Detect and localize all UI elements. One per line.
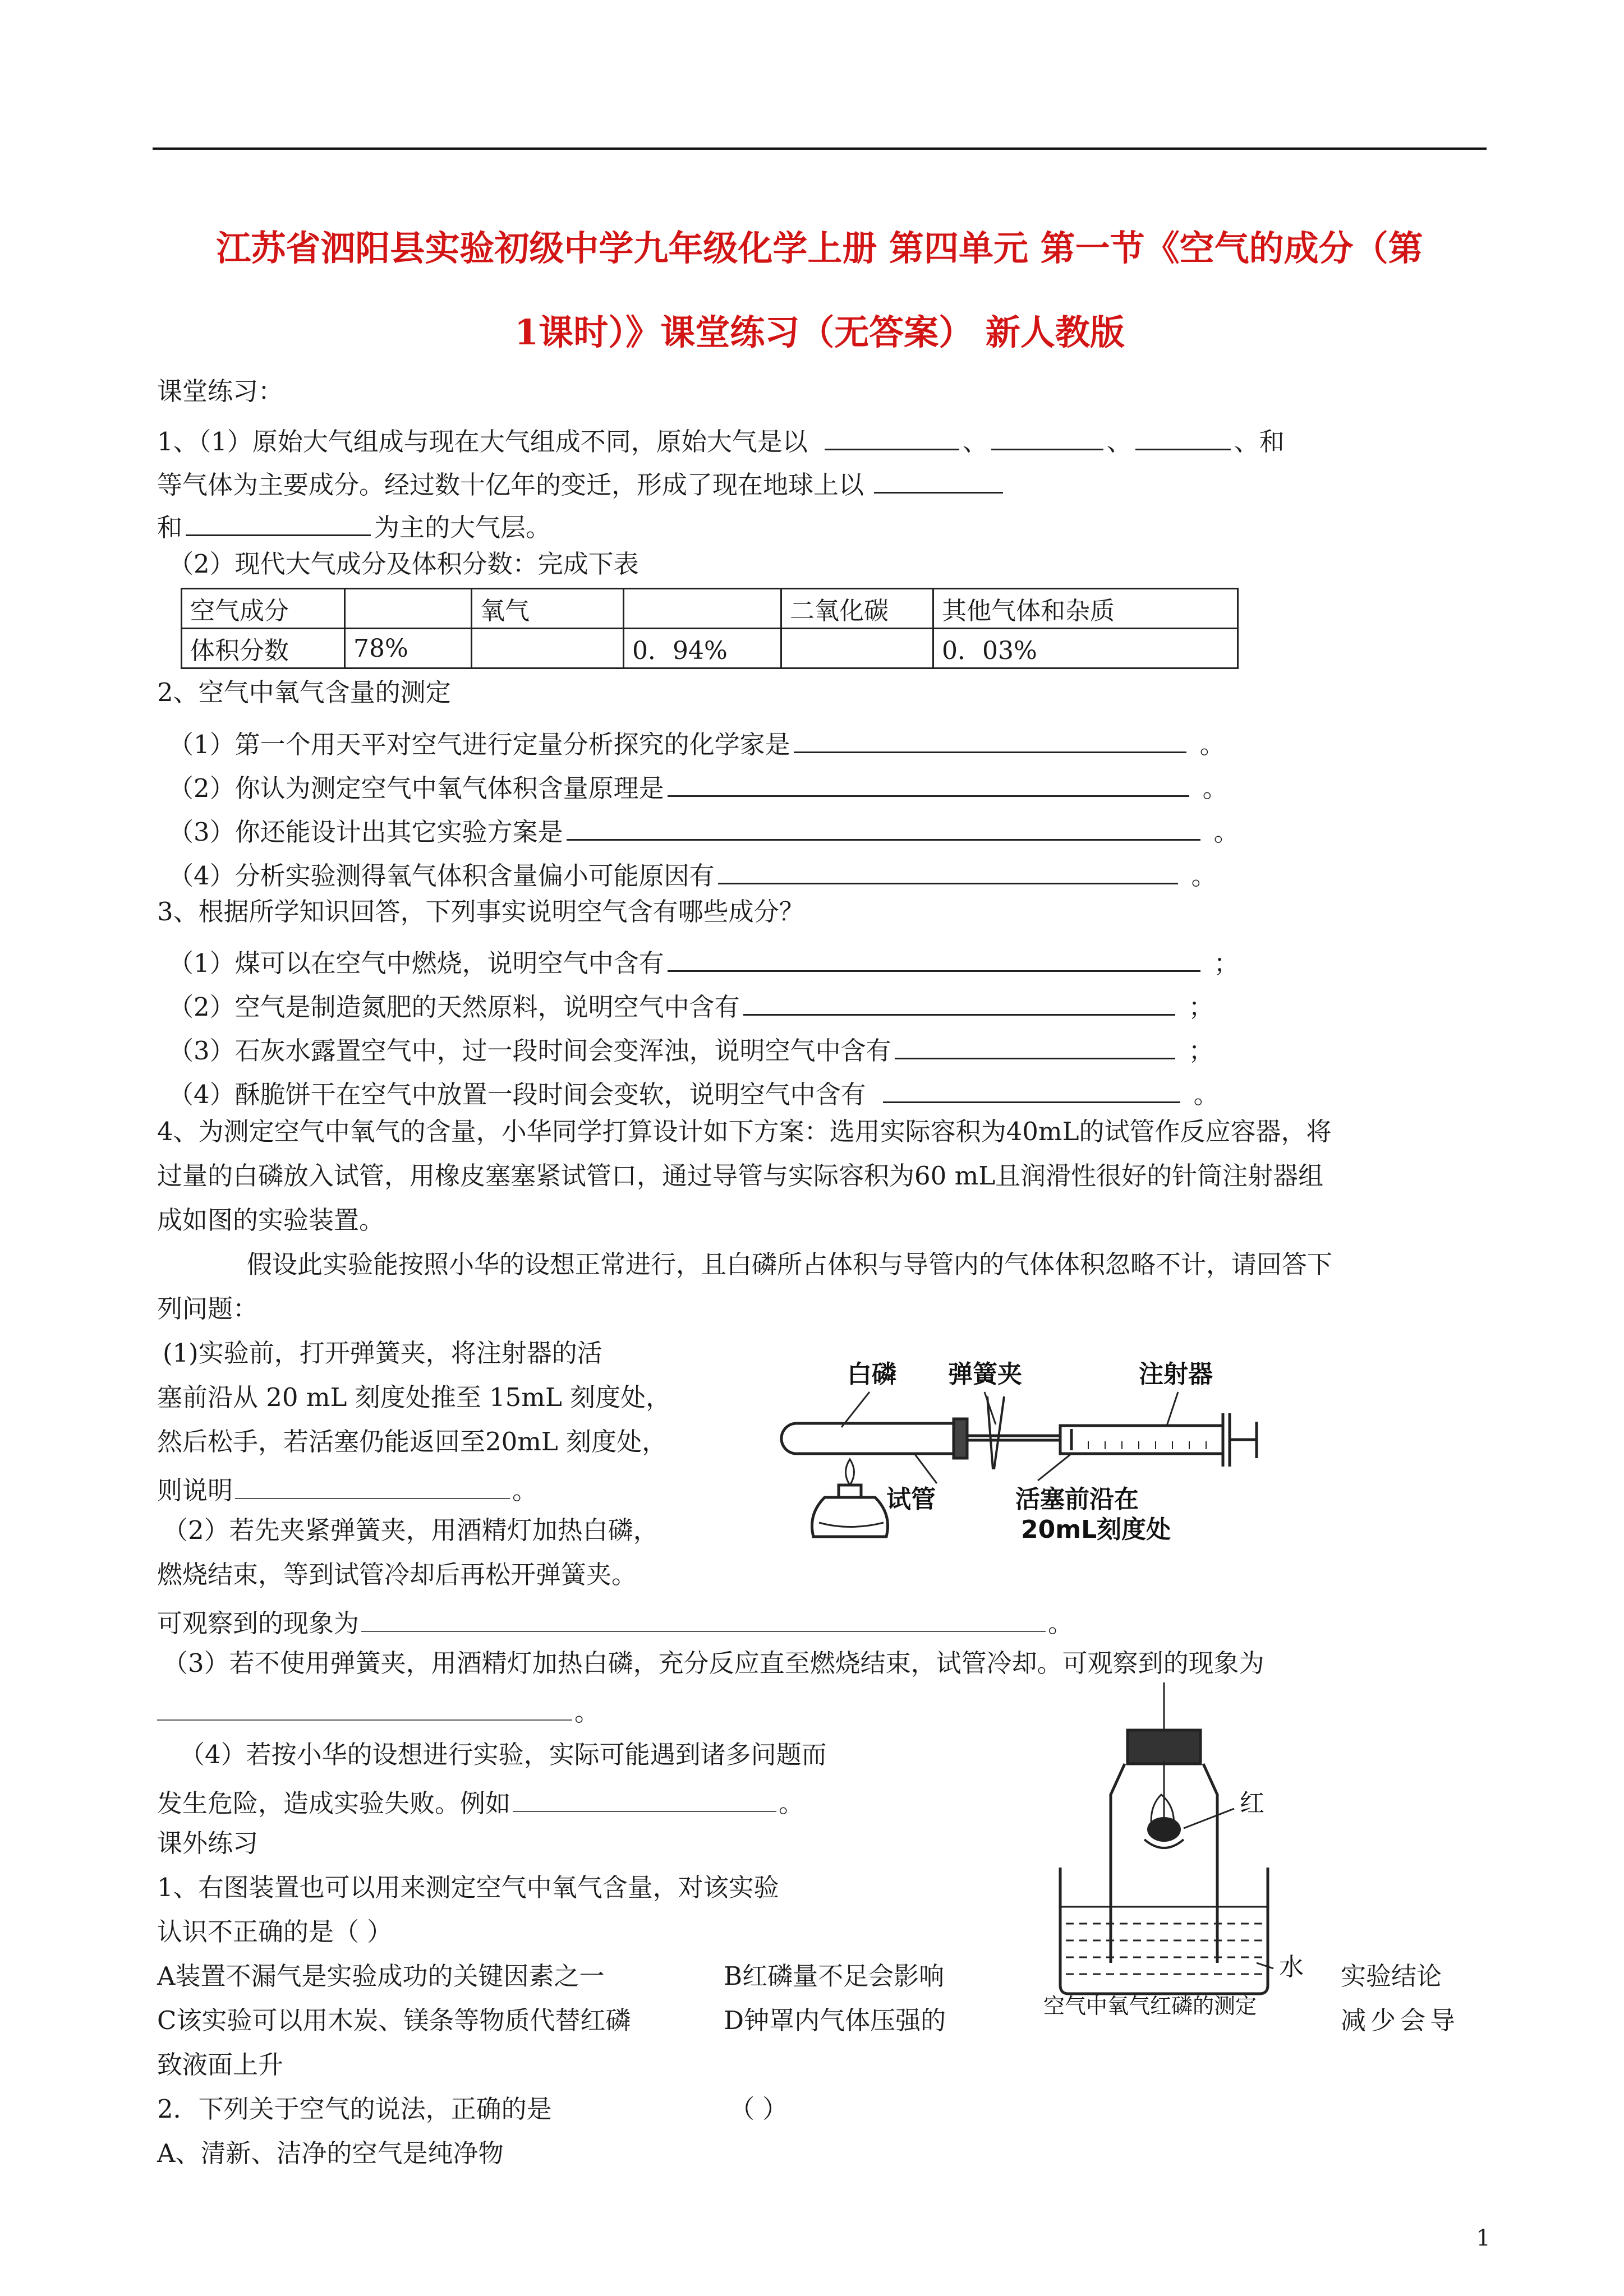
e1-option-a: A装置不漏气是实验成功的关键因素之一 <box>157 1961 605 1991</box>
q4-sub-4a: （4）若按小华的设想进行实验，实际可能遇到诸多问题而 <box>180 1740 827 1769</box>
q3-item-4: （4）酥脆饼干在空气中放置一段时间会变软，说明空气中含有 。 <box>168 1075 1219 1107</box>
table-cell: 氧气 <box>472 589 624 629</box>
q4-sub-2b: 燃烧结束，等到试管冷却后再松开弹簧夹。 <box>157 1560 637 1589</box>
label-red: 红 <box>1240 1789 1264 1818</box>
e1-option-d: D钟罩内气体压强的 <box>724 2005 946 2035</box>
table-cell[interactable] <box>345 589 472 629</box>
e2-option-a: A、清新、洁净的空气是纯净物 <box>157 2138 504 2168</box>
q4-sub-1a: (1)实验前，打开弹簧夹，将注射器的活 <box>163 1338 602 1368</box>
e1-line-1: 1、右图装置也可以用来测定空气中氧气含量，对该实验 <box>157 1873 779 1902</box>
blank[interactable] <box>235 1473 510 1499</box>
blank[interactable] <box>874 465 1003 494</box>
q4-sub-4b: 发生危险，造成实验失败。例如 。 <box>157 1786 804 1816</box>
bell-jar-figure <box>1043 1682 1335 2019</box>
e1-line-2: 认识不正确的是（ ） <box>157 1917 393 1947</box>
q1-line-3: 和 为主的大气层。 <box>157 508 551 540</box>
label-piston-1: 活塞前沿在 <box>1015 1485 1139 1514</box>
blank[interactable] <box>668 943 1200 972</box>
blank[interactable] <box>186 508 371 536</box>
blank[interactable] <box>513 1786 776 1812</box>
blank[interactable] <box>794 725 1186 753</box>
table-row <box>182 629 1238 668</box>
q4-sub-2a: （2）若先夹紧弹簧夹，用酒精灯加热白磷， <box>163 1515 659 1545</box>
section-heading-extra: 课外练习 <box>157 1828 259 1858</box>
figure-caption: 空气中氧气红磷的测定 <box>1043 1994 1257 2018</box>
q2-item-3: （3）你还能设计出其它实验方案是 。 <box>168 812 1239 845</box>
q4-sub-2c: 可观察到的现象为 。 <box>157 1606 1073 1636</box>
q4-line-4: 假设此实验能按照小华的设想正常进行，且白磷所占体积与导管内的气体体积忽略不计，请回答下 <box>247 1250 1333 1279</box>
q4-sub-1b: 塞前沿从 20 mL 刻度处推至 15mL 刻度处， <box>157 1382 671 1412</box>
table-cell: 空气成分 <box>182 589 345 629</box>
header-rule <box>153 147 1487 150</box>
table-cell <box>624 589 781 629</box>
blank[interactable] <box>567 812 1200 841</box>
q2-item-4: （4）分析实验测得氧气体积含量偏小可能原因有 。 <box>168 856 1217 888</box>
q3-item-3: （3）石灰水露置空气中，过一段时间会变浑浊，说明空气中含有 ； <box>168 1031 1214 1063</box>
title-line-2: 1课时）》课堂练习（无答案） 新人教版 <box>514 312 1125 353</box>
blank[interactable] <box>825 422 959 450</box>
q4-sub-3b: 。 <box>157 1695 600 1725</box>
e2-answer-paren: （ ） <box>729 2094 788 2124</box>
table-cell: 0．94% <box>624 629 781 668</box>
blank[interactable] <box>991 422 1103 450</box>
blank[interactable] <box>743 987 1175 1016</box>
label-bailin: 白磷 <box>847 1360 896 1389</box>
q4-sub-1d: 则说明 。 <box>157 1473 537 1503</box>
title-line-1: 江苏省泗阳县实验初级中学九年级化学上册 第四单元 第一节《空气的成分（第 <box>216 228 1423 269</box>
blank[interactable] <box>718 856 1178 884</box>
e1-line-5: 致液面上升 <box>157 2050 284 2080</box>
air-composition-table <box>181 588 1239 669</box>
table-cell[interactable] <box>472 629 624 668</box>
table-cell: 78% <box>345 629 472 668</box>
q4-line-3: 成如图的实验装置。 <box>157 1205 385 1235</box>
q3-heading: 3、根据所学知识回答，下列事实说明空气含有哪些成分？ <box>157 897 804 926</box>
q1-line-2: 等气体为主要成分。经过数十亿年的变迁，形成了现在地球上以 <box>157 465 1006 497</box>
label-test-tube: 试管 <box>886 1485 936 1514</box>
table-row <box>182 589 1238 629</box>
q4-line-2: 过量的白磷放入试管，用橡皮塞塞紧试管口，通过导管与实际容积为60 mL且润滑性很好的针筒注射器组 <box>157 1161 1324 1191</box>
table-cell[interactable] <box>781 629 933 668</box>
q3-item-2: （2）空气是制造氮肥的天然原料，说明空气中含有 ； <box>168 987 1214 1020</box>
q4-sub-1c: 然后松手，若活塞仍能返回至20mL 刻度处， <box>157 1427 668 1456</box>
q2-item-2: （2）你认为测定空气中氧气体积含量原理是 。 <box>168 768 1228 801</box>
table-cell: 体积分数 <box>182 629 345 668</box>
label-spring-clip: 弹簧夹 <box>948 1360 1022 1389</box>
q4-line-1: 4、为测定空气中氧气的含量，小华同学打算设计如下方案：选用实际容积为40mL的试管作反应容器，将 <box>157 1117 1332 1146</box>
page-number: 1 <box>1476 2225 1490 2251</box>
e2-question: 2．下列关于空气的说法，正确的是 <box>157 2094 552 2124</box>
e1-option-c: C该实验可以用木炭、镁条等物质代替红磷 <box>157 2005 631 2035</box>
blank[interactable] <box>668 768 1189 797</box>
label-piston-2: 20mL刻度处 <box>1021 1515 1171 1544</box>
label-syringe: 注射器 <box>1139 1360 1213 1389</box>
blank[interactable] <box>1135 422 1231 450</box>
q4-line-5: 列问题： <box>157 1294 259 1324</box>
e1-option-b: B红磷量不足会影响 <box>724 1961 945 1991</box>
table-cell: 二氧化碳 <box>781 589 933 629</box>
q3-item-1: （1）煤可以在空气中燃烧，说明空气中含有 ； <box>168 943 1239 976</box>
e1-tail-2: 减少会导 <box>1341 2005 1460 2035</box>
q2-item-1: （1）第一个用天平对空气进行定量分析探究的化学家是 。 <box>168 725 1225 757</box>
label-water: 水 <box>1279 1953 1304 1981</box>
table-cell: 0．03% <box>933 629 1238 668</box>
blank[interactable] <box>895 1031 1175 1059</box>
q1-sub-2: （2）现代大气成分及体积分数：完成下表 <box>168 549 639 579</box>
blank[interactable] <box>157 1695 572 1721</box>
blank[interactable] <box>361 1606 1046 1632</box>
q2-heading: 2、空气中氧气含量的测定 <box>157 677 451 707</box>
q1-line-1: 1、（1）原始大气组成与现在大气组成不同，原始大气是以 、 、 、和 <box>157 422 1285 454</box>
blank[interactable] <box>883 1075 1180 1103</box>
section-heading-class: 课堂练习： <box>157 376 284 406</box>
table-cell: 其他气体和杂质 <box>933 589 1238 629</box>
syringe-apparatus-figure <box>774 1329 1279 1548</box>
e1-tail-1: 实验结论 <box>1341 1961 1442 1991</box>
q4-sub-3a: （3）若不使用弹簧夹，用酒精灯加热白磷，充分反应直至燃烧结束，试管冷却。可观察到的现象为 <box>163 1648 1264 1678</box>
